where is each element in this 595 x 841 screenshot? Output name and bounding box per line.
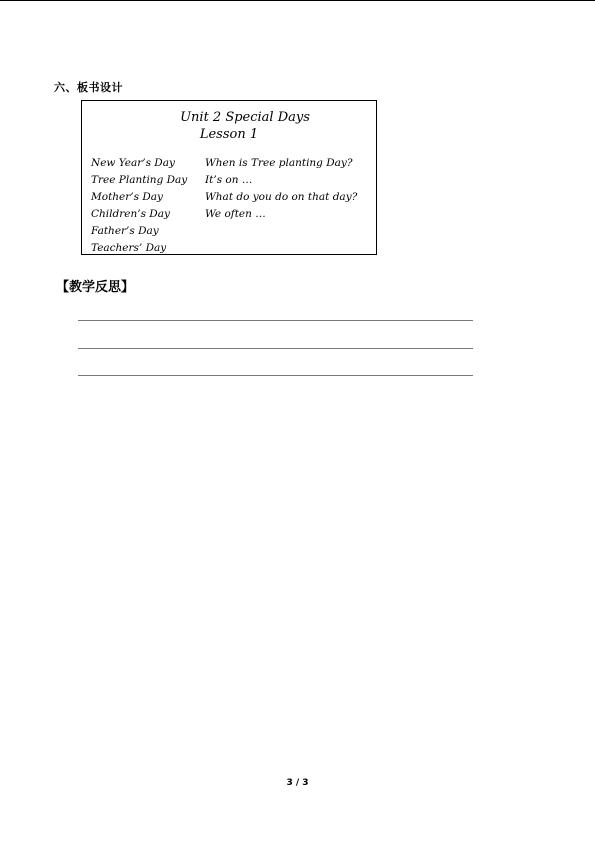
reflection-heading: 【教学反思】 [56, 280, 135, 295]
sentence-pattern-item: It’s on … [205, 174, 253, 186]
special-day-item: Father’s Day [91, 225, 159, 237]
special-day-item: Tree Planting Day [91, 174, 188, 186]
section-heading-board-design: 六、板书设计 [54, 81, 123, 94]
reflection-writing-line [78, 320, 473, 321]
sentence-pattern-item: When is Tree planting Day? [205, 157, 353, 169]
special-day-item: Mother’s Day [91, 191, 163, 203]
special-day-item: Teachers’ Day [91, 242, 167, 254]
sentence-patterns-list [205, 155, 357, 223]
special-days-list [91, 155, 187, 257]
board-title-lesson: Lesson 1 [199, 127, 259, 142]
special-day-item: Children’s Day [91, 208, 170, 220]
blackboard-design-box [81, 100, 377, 255]
special-day-item: New Year’s Day [91, 157, 175, 169]
reflection-writing-line [78, 375, 473, 376]
top-border-line [0, 0, 595, 1]
sentence-pattern-item: We often … [205, 208, 266, 220]
board-title-unit: Unit 2 Special Days [180, 110, 310, 125]
page-number: 3 / 3 [286, 778, 309, 788]
reflection-writing-line [78, 348, 473, 349]
sentence-pattern-item: What do you do on that day? [205, 191, 358, 203]
